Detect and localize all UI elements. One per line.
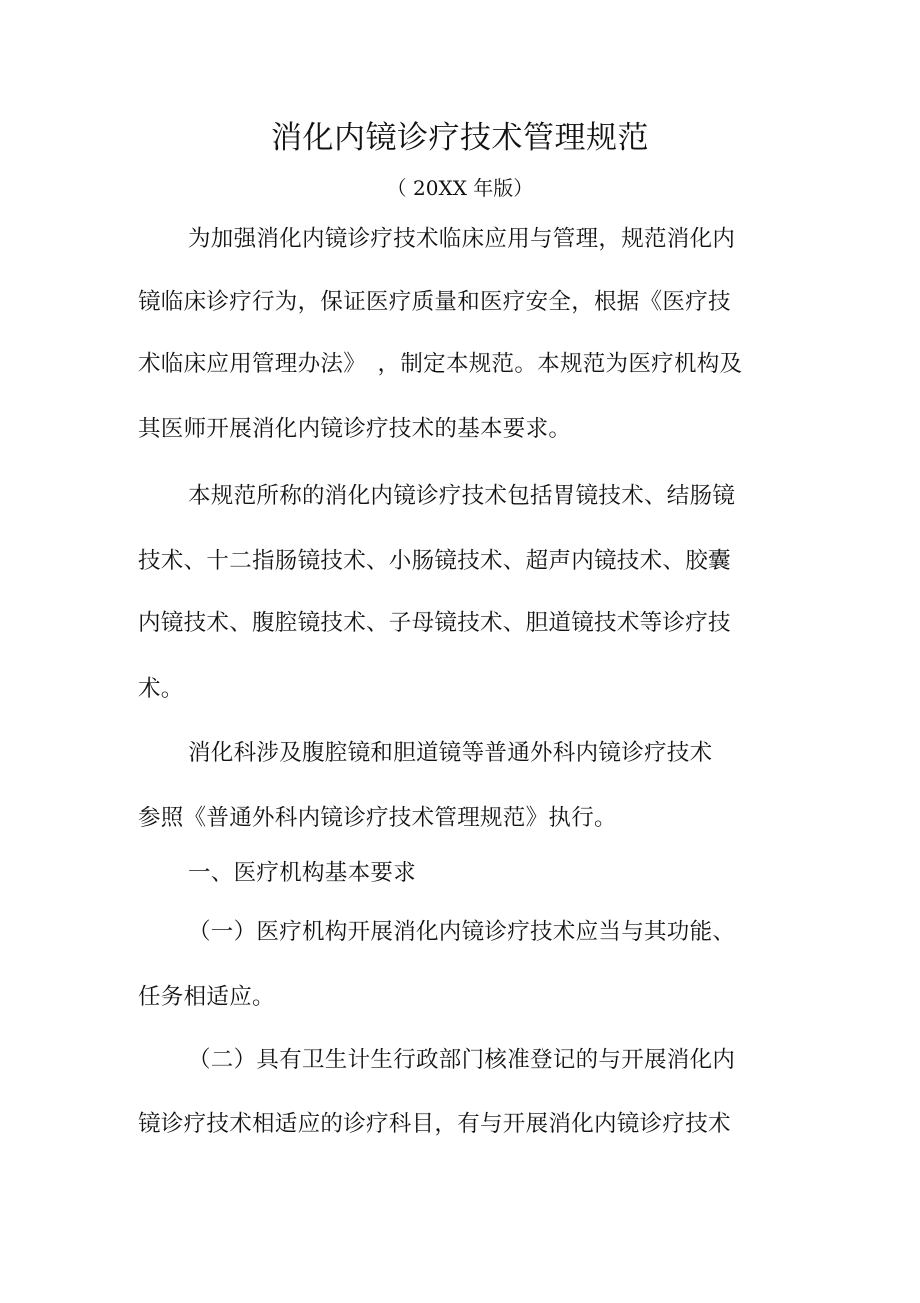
paragraph-line: 镜临床诊疗行为，保证医疗质量和医疗安全，根据《医疗技 [138, 289, 731, 315]
paragraph-line: （二）具有卫生计生行政部门核准登记的与开展消化内 [188, 1047, 736, 1073]
paragraph-line: 术。 [138, 676, 184, 702]
paragraph-line: 技术、十二指肠镜技术、小肠镜技术、超声内镜技术、胶囊 [138, 548, 731, 574]
paragraph-line: 其医师开展消化内镜诊疗技术的基本要求。 [138, 416, 572, 442]
paragraph-line: 消化科涉及腹腔镜和胆道镜等普通外科内镜诊疗技术 [188, 740, 713, 766]
paragraph-line: 镜诊疗技术相适应的诊疗科目，有与开展消化内镜诊疗技术 [138, 1111, 731, 1137]
paragraph-line: 本规范所称的消化内镜诊疗技术包括胃镜技术、结肠镜 [188, 483, 736, 509]
paragraph-line: 术临床应用管理办法》 ，制定本规范。本规范为医疗机构及 [138, 351, 743, 377]
section-heading: 一、医疗机构基本要求 [188, 860, 417, 886]
document-subtitle: （ 20XX 年版） [386, 176, 534, 200]
document-title: 消化内镜诊疗技术管理规范 [271, 120, 649, 156]
paragraph-line: （一）医疗机构开展消化内镜诊疗技术应当与其功能、 [188, 919, 736, 945]
paragraph-line: 为加强消化内镜诊疗技术临床应用与管理，规范消化内 [188, 226, 736, 252]
paragraph-line: 内镜技术、腹腔镜技术、子母镜技术、胆道镜技术等诊疗技 [138, 610, 731, 636]
paragraph-line: 参照《普通外科内镜诊疗技术管理规范》执行。 [138, 805, 617, 831]
paragraph-line: 任务相适应。 [138, 984, 275, 1010]
